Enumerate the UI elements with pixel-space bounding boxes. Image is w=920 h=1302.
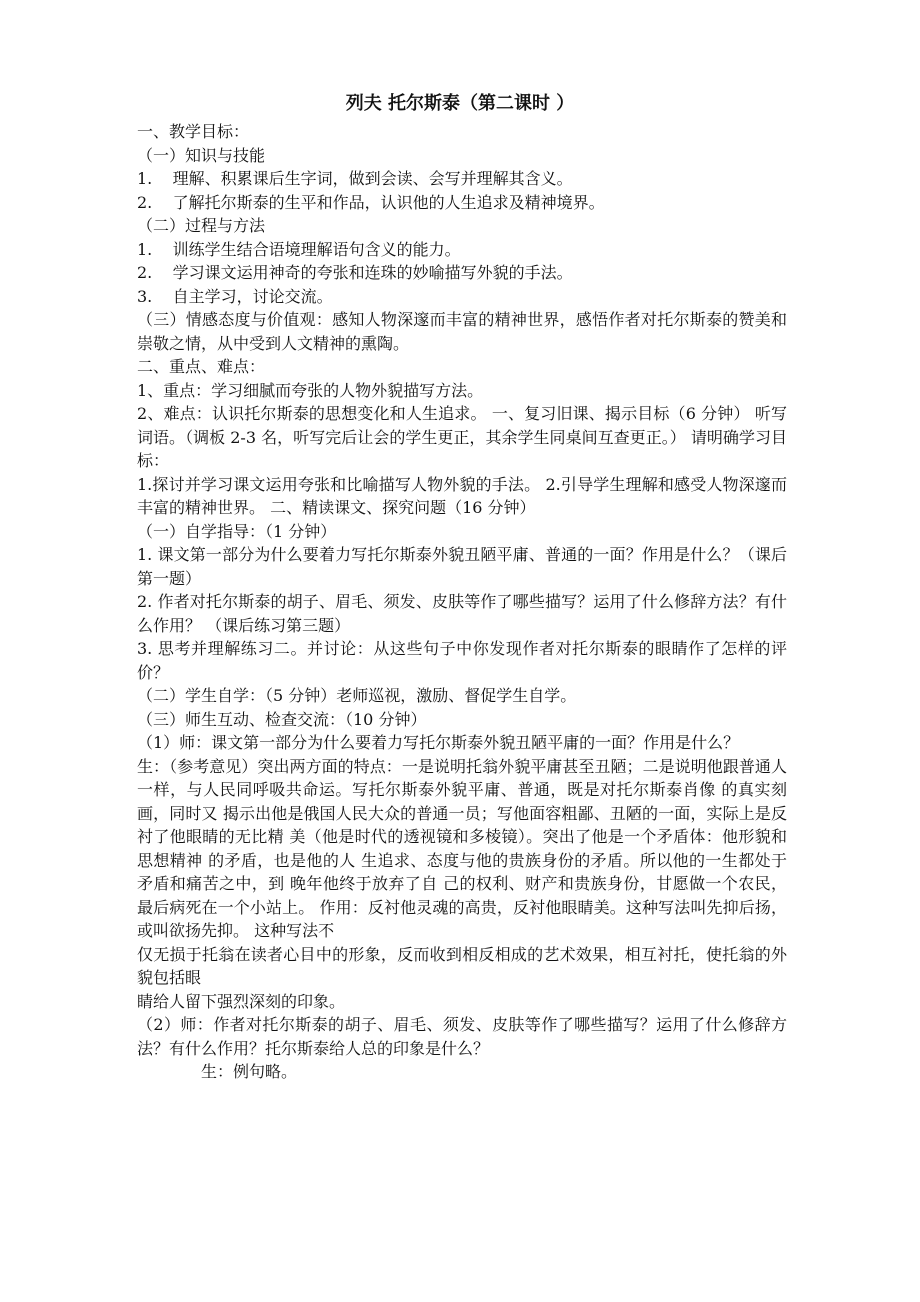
student-answer: 生：例句略。 xyxy=(201,1062,298,1081)
list-item: 1. 理解、积累课后生字词，做到会读、会写并理解其含义。 xyxy=(137,169,573,188)
teacher-question: （2）师：作者对托尔斯泰的胡子、眉毛、须发、皮肤等作了哪些描写？运用了什么修辞方法？有什么作用？托尔斯泰给人总的印象是什么？ xyxy=(137,1015,787,1058)
student-answer: 生：（参考意见）突出两方面的特点：一是说明托翁外貌平庸甚至丑陋；二是说明他跟普通人 一样，与人民同呼吸共命运。写托尔斯泰外貌平庸、普通，既是对托尔斯泰肖像 的真实刻画，同时又 揭示出他是俄国人民大众的普通一员；写他面容粗鄙、丑陋的一面，实际上是反 衬了他眼睛的无比精 美（他是时代的透视镜和多棱镜）。突出了他是一个矛盾体：他形貌和思想精神 的矛盾，也是他的人 生追求、态度与他的贵族身份的矛盾。所以他的一生都处于矛盾和痛苦之中，到 晚年他终于放弃了自 己的权利、财产和贵族身份，甘愿做一个农民，最后病死在一个小站上。 作用：反衬他灵魂的高贵，反衬他眼睛美。这种写法叫先抑后扬，或叫欲扬先抑。 这种写法不 xyxy=(137,756,787,940)
document-body xyxy=(137,120,787,1084)
paragraph: （二）学生自学：（5 分钟）老师巡视，激励、督促学生自学。 xyxy=(137,686,577,705)
paragraph: 1、重点：学习细腻而夸张的人物外貌描写方法。 xyxy=(137,380,484,400)
paragraph: 1.探讨并学习课文运用夸张和比喻描写人物外貌的手法。 2.引导学生理解和感受人物深邃而丰富的精神世界。 二、精读课文、探究问题（16 分钟） xyxy=(137,474,787,517)
paragraph: 2、难点：认识托尔斯泰的思想变化和人生追求。 一、复习旧课、揭示目标（6 分钟） 听写词语。（调板 2-3 名，听写完后让会的学生更正，其余学生同桌间互查更正。） 请明确学习目标： xyxy=(137,404,787,470)
question-item: 1. 课文第一部分为什么要着力写托尔斯泰外貌丑陋平庸、普通的一面？作用是什么？（课后第一题） xyxy=(137,545,787,588)
paragraph: （三）情感态度与价值观：感知人物深邃而丰富的精神世界，感悟作者对托尔斯泰的赞美和崇敬之情，从中受到人文精神的熏陶。 xyxy=(137,310,787,353)
section-heading: 一、教学目标： xyxy=(137,122,250,141)
subsection-heading: （三）师生互动、检查交流：（10 分钟） xyxy=(137,709,427,729)
subsection-heading: （二）过程与方法 xyxy=(137,216,266,235)
section-heading: 二、重点、难点： xyxy=(137,357,266,376)
paragraph: 睛给人留下强烈深刻的印象。 xyxy=(137,991,346,1011)
page-title: 列夫 托尔斯泰（第二课时 ） xyxy=(345,93,575,114)
question-item: 3. 思考并理解练习二。并讨论：从这些句子中你发现作者对托尔斯泰的眼睛作了怎样的评价？ xyxy=(137,639,787,682)
subsection-heading: （一）自学指导：（1 分钟） xyxy=(137,521,337,541)
subsection-heading: （一）知识与技能 xyxy=(137,145,266,165)
list-item: 2. 了解托尔斯泰的生平和作品，认识他的人生追求及精神境界。 xyxy=(137,192,605,212)
list-item: 2. 学习课文运用神奇的夸张和连珠的妙喻描写外貌的手法。 xyxy=(137,263,573,282)
list-item: 3. 自主学习，讨论交流。 xyxy=(137,286,333,306)
paragraph: 仅无损于托翁在读者心目中的形象，反而收到相反相成的艺术效果，相互衬托，使托翁的外貌包括眼 xyxy=(137,944,787,987)
teacher-question: （1）师：课文第一部分为什么要着力写托尔斯泰外貌丑陋平庸的一面？作用是什么？ xyxy=(137,733,740,752)
question-item: 2. 作者对托尔斯泰的胡子、眉毛、须发、皮肤等作了哪些描写？运用了什么修辞方法？有什么作用？ （课后练习第三题） xyxy=(137,592,787,635)
list-item: 1. 训练学生结合语境理解语句含义的能力。 xyxy=(137,239,461,259)
